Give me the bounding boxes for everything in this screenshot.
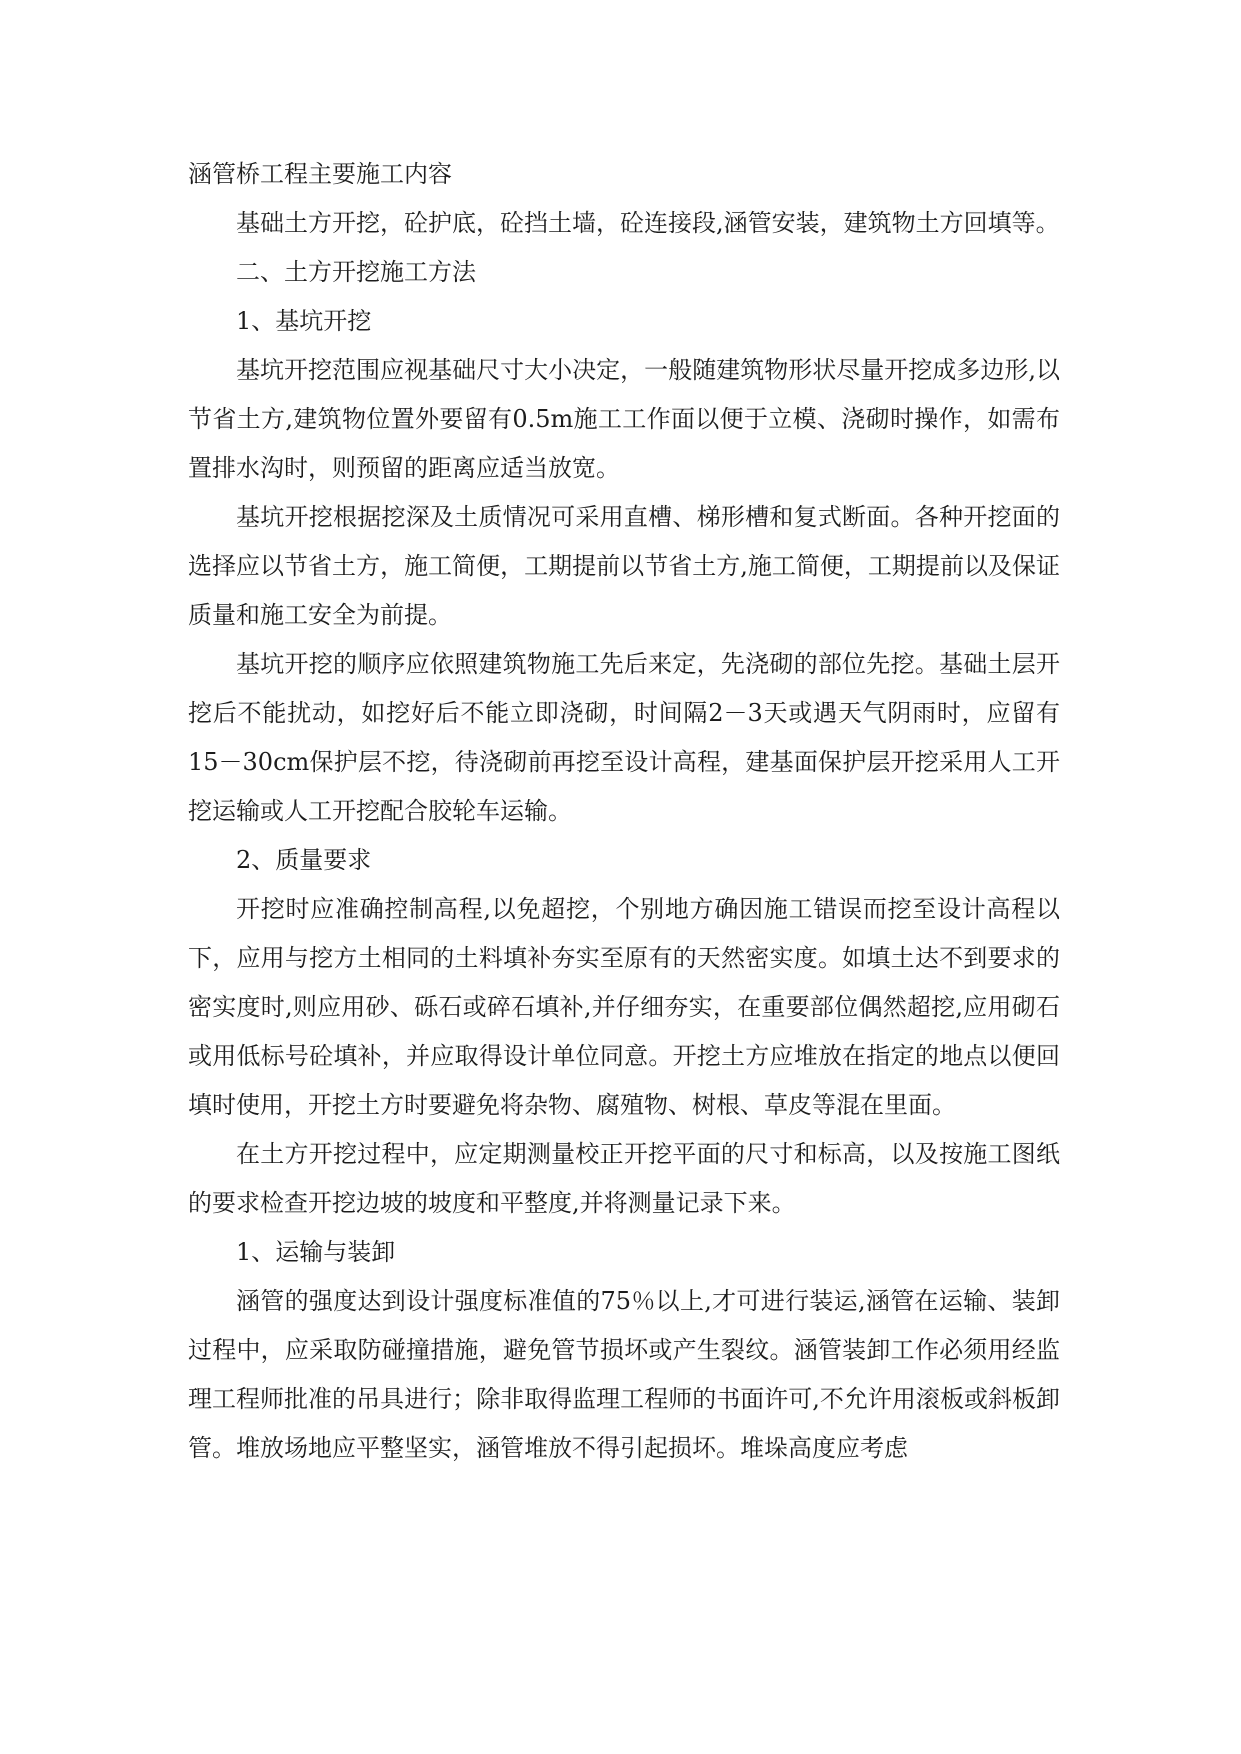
paragraph-culvert-transport: 涵管的强度达到设计强度标准值的75％以上,才可进行装运,涵管在运输、装卸过程中，应采取防碰撞措施，避免管节损坏或产生裂纹。涵管装卸工作必须用经监理工程师批准的吊具进行；除非取得监理工程师的书面许可,不允许用滚板或斜板卸管。堆放场地应平整坚实，涵管堆放不得引起损坏。堆垛高度应考虑 xyxy=(188,1287,1060,1462)
paragraph-measurement: 在土方开挖过程中，应定期测量校正开挖平面的尺寸和标高，以及按施工图纸的要求检查开挖边坡的坡度和平整度,并将测量记录下来。 xyxy=(188,1140,1060,1217)
paragraph-work-content: 基础土方开挖，砼护底，砼挡土墙，砼连接段,涵管安装，建筑物土方回填等。 xyxy=(236,209,1060,237)
paragraph-excavation-range: 基坑开挖范围应视基础尺寸大小决定，一般随建筑物形状尽量开挖成多边形,以节省土方,建筑物位置外要留有0.5m施工工作面以便于立模、浇砌时操作，如需布置排水沟时，则预留的距离应适当放宽。 xyxy=(188,356,1060,482)
document-page xyxy=(188,150,1060,1473)
subheading-transport-handling: 1、运输与装卸 xyxy=(236,1238,396,1266)
section-heading-earthwork-method: 二、土方开挖施工方法 xyxy=(236,258,476,286)
paragraph-elevation-control: 开挖时应准确控制高程,以免超挖，个别地方确因施工错误而挖至设计高程以下，应用与挖方土相同的土料填补夯实至原有的天然密实度。如填土达不到要求的密实度时,则应用砂、砾石或碎石填补,并仔细夯实，在重要部位偶然超挖,应用砌石或用低标号砼填补，并应取得设计单位同意。开挖土方应堆放在指定的地点以便回填时使用，开挖土方时要避免将杂物、腐殖物、树根、草皮等混在里面。 xyxy=(188,895,1060,1119)
subheading-quality-requirements: 2、质量要求 xyxy=(236,846,372,874)
paragraph-excavation-sequence: 基坑开挖的顺序应依照建筑物施工先后来定，先浇砌的部位先挖。基础土层开挖后不能扰动，如挖好后不能立即浇砌，时间隔2－3天或遇天气阴雨时，应留有15－30cm保护层不挖，待浇砌前再挖至设计高程，建基面保护层开挖采用人工开挖运输或人工开挖配合胶轮车运输。 xyxy=(188,650,1060,825)
subheading-foundation-pit-excavation: 1、基坑开挖 xyxy=(236,307,372,335)
document-title: 涵管桥工程主要施工内容 xyxy=(188,160,452,188)
paragraph-excavation-section: 基坑开挖根据挖深及土质情况可采用直槽、梯形槽和复式断面。各种开挖面的选择应以节省土方，施工简便，工期提前以节省土方,施工简便，工期提前以及保证质量和施工安全为前提。 xyxy=(188,503,1060,629)
